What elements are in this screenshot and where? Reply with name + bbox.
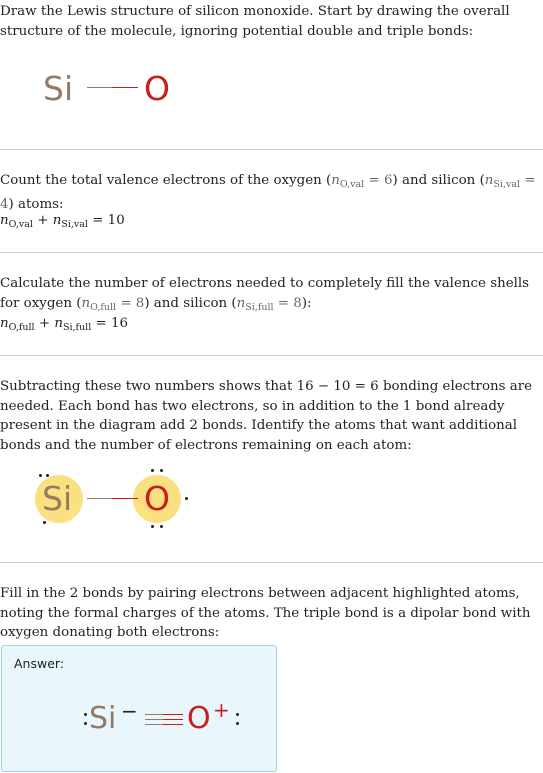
step1-text: Draw the Lewis structure of silicon monoxide. Start by drawing the overall structure of the molecule, ignoring potential double and triple bonds: <box>0 4 510 39</box>
electron-dot <box>84 713 87 716</box>
silicon-atom: Si <box>89 701 117 736</box>
electron-dot <box>236 713 239 716</box>
divider <box>0 252 543 253</box>
positive-charge: + <box>213 698 230 722</box>
step5-text: Fill in the 2 bonds by pairing electrons between adjacent highlighted atoms, noting the formal charges of the atoms. The triple bond is a dipolar bond with oxygen donating both electrons: <box>0 586 531 640</box>
negative-charge: − <box>121 699 138 723</box>
silicon-atom: Si <box>43 69 74 108</box>
silicon-valence-expr: $n_{Si,val} = 4$ <box>0 173 536 212</box>
electron-dot <box>84 722 87 725</box>
oxygen-atom: O <box>144 69 170 108</box>
silicon-atom: Si <box>42 479 73 518</box>
step4-text: Subtracting these two numbers shows that 16 − 10 = 6 bonding electrons are needed. Each bond has two electrons, so in addition to the 1 bond already present in the diagram add 2 bonds. Identify the atoms that want additional bonds and the number of electrons remaining on each atom: <box>0 379 533 453</box>
full-shell-sum-formula: $n_{O,full} + n_{Si,full} = 16$ <box>0 316 129 333</box>
electron-dot <box>43 521 46 524</box>
electron-dot <box>39 474 42 477</box>
electron-dot <box>151 525 154 528</box>
bond-right-half <box>112 87 138 88</box>
electron-dot <box>185 497 188 500</box>
bond-left-half <box>87 498 112 499</box>
answer-label: Answer: <box>14 656 65 671</box>
electron-dot <box>160 469 163 472</box>
valence-sum-formula: $n_{O,val} + n_{Si,val} = 10$ <box>0 213 125 230</box>
electron-dot <box>151 469 154 472</box>
oxygen-atom: O <box>187 701 211 736</box>
bond-line-1 <box>145 714 163 715</box>
bond-right-half <box>112 498 138 499</box>
divider <box>0 355 543 356</box>
bond-left-half <box>87 87 112 88</box>
divider <box>0 562 543 563</box>
oxygen-valence-expr: $n_{O,val} = 6$ <box>331 173 393 190</box>
electron-dot <box>160 525 163 528</box>
bond-line-2 <box>163 719 183 720</box>
divider <box>0 149 543 150</box>
bond-line-3 <box>145 724 163 725</box>
electron-dot <box>236 722 239 725</box>
electron-dot <box>46 474 49 477</box>
oxygen-full-expr: $n_{O,full} = 8$ <box>81 295 145 313</box>
silicon-full-expr: $n_{Si,full} = 8$ <box>236 295 302 313</box>
bond-line-3 <box>163 724 183 725</box>
answer-box <box>1 645 277 772</box>
bond-line-2 <box>145 719 163 720</box>
bond-line-1 <box>163 714 183 715</box>
step3-text: Calculate the number of electrons needed to completely fill the valence shells for oxygen $(n_{O,full} = 8)$ and silicon $(n_{Si,full} = 8)$: <box>0 276 530 313</box>
step2-text: Count the total valence electrons of the oxygen $(n_{O,val} = 6)$ and silicon $(n_{Si,val} = 4)$ atoms: <box>0 173 536 212</box>
oxygen-atom: O <box>144 479 170 518</box>
